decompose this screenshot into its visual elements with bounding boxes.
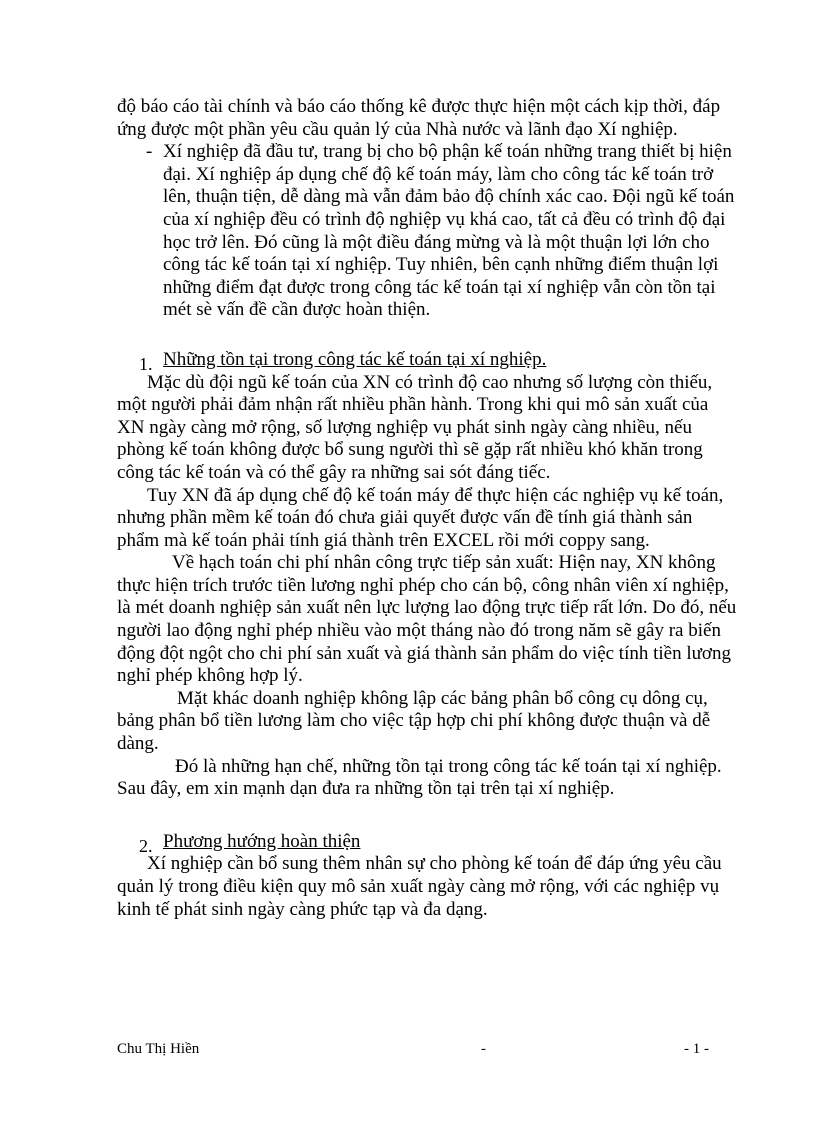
bullet-marker: - [146,141,153,163]
section-1-number: 1. [139,353,153,374]
footer-separator: - [481,1041,486,1057]
footer-page-number: - 1 - [684,1041,709,1057]
section-1-title: Những tồn tại trong công tác kế toán tại xí nghiệp. [163,348,547,370]
bullet-paragraph: Xí nghiệp đã đầu tư, trang bị cho bộ phận kế toán những trang thiết bị hiện đại. Xí nghiệp áp dụng chế độ kế toán máy, làm cho công tác kế toán trở lên, thuận tiện, dễ dàng mà vẫn đảm bảo độ chính xác cao. Đội ngũ kế toán của xí nghiệp đều có trình độ nghiệp vụ khá cao, tất cả đều có trình độ đại học trở lên. Đó cũng là một điều đáng mừng và là một thuận lợi lớn cho công tác kế toán tại xí nghiệp. Tuy nhiên, bên cạnh những điểm thuận lợi những điểm đạt được trong công tác kế toán tại xí nghiệp vẫn còn tồn tại mét sè vấn đề cần được hoàn thiện. [163,141,735,321]
section-1-paragraph-2: Tuy XN đã áp dụng chế độ kế toán máy để thực hiện các nghiệp vụ kế toán, nhưng phần mềm kế toán đó chưa giải quyết được vấn đề tính giá thành sản phẩm mà kế toán phải tính giá thành trên EXCEL rồi mới coppy sang. [117,484,724,551]
section-1-paragraph-3: Về hạch toán chi phí nhân công trực tiếp sản xuất: Hiện nay, XN không thực hiện trích trước tiền lương nghỉ phép cho cán bộ, công nhân viên xí nghiệp, là mét doanh nghiệp sản xuất nên lực lượng lao động trực tiếp rất lớn. Do đó, nếu người lao động nghỉ phép nhiều vào một tháng nào đó trong năm sẽ gây ra biến động đột ngột cho chi phí sản xuất và giá thành sản phẩm do việc tính tiền lương nghỉ phép không hợp lý. [117,552,737,687]
section-1-paragraph-1: Mặc dù đội ngũ kế toán của XN có trình độ cao nhưng số lượng còn thiếu, một người phải đảm nhận rất nhiều phần hành. Trong khi qui mô sản xuất của XN ngày càng mở rộng, số lượng nghiệp vụ phát sinh ngày càng nhiều, nếu phòng kế toán không được bổ sung người thì sẽ gặp rất nhiều khó khăn trong công tác kế toán và có thể gây ra những sai sót đáng tiếc. [117,371,713,483]
section-1-paragraph-4: Mặt khác doanh nghiệp không lập các bảng phân bổ công cụ dông cụ, bảng phân bổ tiền lương làm cho việc tập hợp chi phí không được thuận và dễ dàng. [117,687,711,755]
intro-paragraph: độ báo cáo tài chính và báo cáo thống kê được thực hiện một cách kịp thời, đáp ứng được một phần yêu cầu quản lý của Nhà nước và lãnh đạo Xí nghiệp. [117,96,721,140]
page-footer [117,1041,709,1063]
section-2-number: 2. [139,835,153,856]
section-2-title: Phương hướng hoàn thiện [163,830,361,852]
footer-author: Chu Thị Hiền [117,1041,200,1057]
section-1-paragraph-5: Đó là những hạn chế, những tồn tại trong công tác kế toán tại xí nghiệp. Sau đây, em xin mạnh dạn đưa ra những tồn tại trên tại xí nghiệp. [117,755,722,800]
bullet-item [117,141,737,322]
section-2-heading [117,831,737,854]
section-2-paragraph-1: Xí nghiệp cần bổ sung thêm nhân sự cho phòng kế toán để đáp ứng yêu cầu quản lý trong điều kiện quy mô sản xuất ngày càng mở rộng, với các nghiệp vụ kinh tế phát sinh ngày càng phức tạp và đa dạng. [117,853,722,920]
section-1-heading [117,349,737,372]
document-body [117,96,737,921]
